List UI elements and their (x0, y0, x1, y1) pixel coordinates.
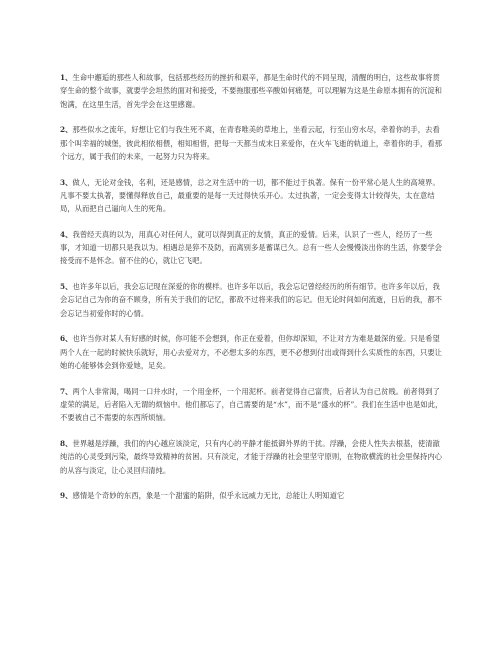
paragraph-1 (60, 71, 444, 111)
paragraph-text: 世界越是浮躁，我们的内心越应该淡定，只有内心的平静才能抵御外界的干扰。浮躁，会使人性失去根基，使清澈纯洁的心灵受到污染，最终导致精神的贫困。只有淡定，才能于浮躁的社会里坚守原则，在物欲横流的社会里保持内心的从容与淡定，让心灵回归清纯。 (60, 438, 443, 475)
paragraph-4 (60, 228, 444, 268)
paragraph-number: 1、 (60, 73, 73, 82)
paragraph-number: 5、 (60, 282, 73, 292)
paragraph-text: 也许当你对某人有好感的时候，你可能不会想到，你正在爱着，但你却深知，不让对方为难是最深的爱。只是希望两个人在一起的时候快乐就好，用心去爱对方，不必想太多的东西，更不必想到付出或得到什么实质性的东西，只要让她的心能够体会到你爱她，足矣。 (60, 334, 443, 370)
paragraph-5 (60, 280, 444, 320)
paragraph-8 (60, 437, 444, 477)
paragraph-9 (60, 489, 444, 502)
paragraph-7 (60, 385, 444, 425)
paragraph-text: 生命中邂逅的那些人和故事，包括那些经历的挫折和艰辛，都是生命时代的不同呈现，清醒的明白，这些故事将贯穿生命的整个故事，就要学会坦然的面对和接受，不要拖服那些辛酸如何痛楚，可以理解为这是生命原本拥有的沉淀和饱满，在这里生活，首先学会在这里感谢。 (60, 73, 443, 109)
paragraph-6 (60, 332, 444, 372)
paragraph-number: 2、 (60, 125, 73, 135)
paragraph-text: 感情是个奇妙的东西，象是一个甜蜜的陷阱，似乎永远威力无比，总能让人明知道它 (72, 491, 345, 501)
paragraph-number: 9、 (60, 491, 73, 501)
paragraph-2 (60, 123, 444, 163)
paragraph-text: 两个人非常渴，喝同一口井水时，一个用金杯，一个用泥杯。前者觉得自己富贵，后者认为自己贫贱。前者得到了虚荣的满足，后者陷入无谓的烦恼中。他们都忘了，自己需要的是“水”，而不是“盛水的杯”。我们在生活中也是如此，不要被自己不需要的东西所烦恼。 (60, 386, 443, 423)
document-body (60, 71, 444, 515)
paragraph-number: 3、 (60, 177, 73, 187)
paragraph-number: 7、 (60, 386, 73, 396)
paragraph-text: 做人，无论对金钱，名利，还是感情，总之对生活中的一切，都不能过于执著。保有一份平常心是人生的高境界。凡事不要太执著，要懂得释放自己，最重要的是每一天过得快乐开心。太过执著，一定会变得太计较得失，太在意结局，从而把自己逼向人生的死角。 (60, 177, 440, 214)
paragraph-text: 那些似水之流年，好想让它们与我生死不离，在青春唯美的草地上，坐看云起，行至山穷水尽，牵着你的手，去看那个叫幸福的城堡，彼此相依相偎，相知相惜，把每一天都当成末日来爱你，在火车飞逝的轨道上，牵着你的手，看那个远方，属于我们的未来，一起努力只为将来。 (60, 125, 443, 161)
paragraph-text: 我曾经天真的以为，用真心对任何人，就可以得到真正的友情，真正的爱情。后来，认识了一些人，经历了一些事，才知道一切都只是我以为。相遇总是猝不及防，而离别多是蓄谋已久。总有一些人会慢慢淡出你的生活，你要学会接受而不是怀念。留不住的心，就让它飞吧。 (60, 229, 443, 266)
paragraph-3 (60, 176, 444, 216)
paragraph-number: 8、 (60, 438, 73, 448)
paragraph-text: 也许多年以后，我会忘记现在深爱的你的模样。也许多年以后，我会忘记曾经经历的所有细节。也许多年以后，我会忘记自己为你的奋不顾身，所有关于我们的记忆，都敌不过将来我们的忘记。但无论时间如何流逝，日后的我，都不会忘记当初爱你时的心情。 (60, 282, 443, 318)
paragraph-number: 6、 (60, 334, 73, 344)
paragraph-number: 4、 (60, 229, 73, 239)
